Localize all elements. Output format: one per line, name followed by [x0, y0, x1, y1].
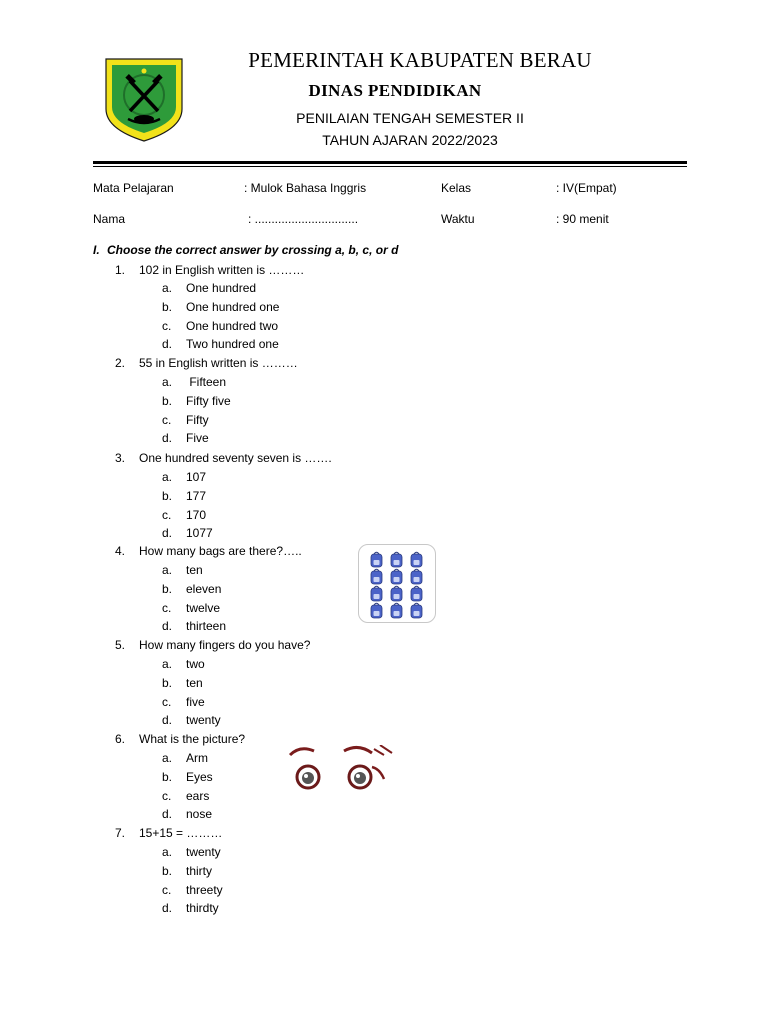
backpack-icon [411, 569, 422, 584]
option-text: thirty [186, 864, 213, 878]
backpack-icon [411, 586, 422, 601]
backpack-grid-icon [359, 545, 435, 622]
option-6-c[interactable] [162, 789, 209, 803]
option-7-b[interactable] [162, 864, 212, 878]
name-value: : ............................... [248, 212, 359, 226]
option-letter: b. [162, 489, 173, 503]
exam-title: PENILAIAN TENGAH SEMESTER II [296, 110, 524, 126]
option-text: threety [186, 883, 223, 897]
instruction-text: Choose the correct answer by crossing a, b, c, or d [107, 243, 399, 257]
question-text: 102 in English written is ……… [139, 263, 305, 277]
option-letter: d. [162, 431, 173, 445]
option-3-b[interactable] [162, 489, 206, 503]
option-letter: a. [162, 281, 173, 295]
option-text: twelve [186, 601, 221, 615]
option-letter: a. [162, 563, 173, 577]
option-text: Fifty [186, 413, 209, 427]
question-number: 3. [115, 451, 126, 465]
option-text: Arm [186, 751, 208, 765]
option-text: eleven [186, 582, 222, 596]
option-7-c[interactable] [162, 883, 223, 897]
name-label: Nama [93, 212, 126, 226]
option-3-d[interactable] [162, 526, 213, 540]
option-7-a[interactable] [162, 845, 221, 859]
option-2-a[interactable] [162, 375, 226, 389]
option-letter: c. [162, 508, 172, 522]
question-text: One hundred seventy seven is ……. [139, 451, 332, 465]
question-3 [115, 451, 332, 465]
option-text: ten [186, 676, 203, 690]
option-letter: a. [162, 657, 173, 671]
option-text: 1077 [186, 526, 213, 540]
option-6-a[interactable] [162, 751, 208, 765]
backpack-icon [371, 552, 382, 567]
option-text: Fifteen [186, 375, 227, 389]
option-letter: c. [162, 601, 172, 615]
option-5-a[interactable] [162, 657, 205, 671]
district-logo-icon [104, 57, 184, 143]
question-5 [115, 638, 310, 652]
question-text: What is the picture? [139, 732, 246, 746]
option-letter: d. [162, 337, 173, 351]
option-letter: d. [162, 901, 173, 915]
option-6-b[interactable] [162, 770, 213, 784]
option-2-c[interactable] [162, 413, 209, 427]
department-title: DINAS PENDIDIKAN [308, 81, 482, 100]
backpack-icon [411, 603, 422, 618]
question-number: 4. [115, 544, 126, 558]
option-4-d[interactable] [162, 619, 226, 633]
option-letter: a. [162, 470, 173, 484]
option-text: One hundred two [186, 319, 279, 333]
option-letter: c. [162, 413, 172, 427]
option-letter: b. [162, 394, 173, 408]
question-number: 6. [115, 732, 126, 746]
class-value: : IV(Empat) [556, 181, 617, 195]
option-6-d[interactable] [162, 807, 212, 821]
option-text: Five [186, 431, 209, 445]
question-number: 5. [115, 638, 126, 652]
option-letter: b. [162, 582, 173, 596]
backpack-icon [371, 603, 382, 618]
option-letter: a. [162, 845, 173, 859]
option-text: thirteen [186, 619, 227, 633]
option-letter: b. [162, 676, 173, 690]
option-1-c[interactable] [162, 319, 278, 333]
option-4-c[interactable] [162, 601, 220, 615]
option-text: twenty [186, 713, 221, 727]
subject-label: Mata Pelajaran [93, 181, 174, 195]
option-letter: c. [162, 789, 172, 803]
time-value: : 90 menit [556, 212, 609, 226]
backpack-icon [391, 552, 402, 567]
option-text: One hundred one [186, 300, 280, 314]
option-text: two [186, 657, 205, 671]
question-4 [115, 544, 302, 558]
option-letter: a. [162, 751, 173, 765]
question-7 [115, 826, 222, 840]
option-letter: a. [162, 375, 173, 389]
question-text: How many fingers do you have? [139, 638, 311, 652]
backpack-icon [391, 569, 402, 584]
option-text: thirdty [186, 901, 219, 915]
question-text: 15+15 = ……… [139, 826, 223, 840]
option-text: ears [186, 789, 210, 803]
question-6 [115, 732, 245, 746]
option-1-b[interactable] [162, 300, 279, 314]
header-divider-thin [93, 166, 687, 167]
option-2-b[interactable] [162, 394, 231, 408]
option-7-d[interactable] [162, 901, 219, 915]
option-text: Fifty five [186, 394, 231, 408]
backpack-icon [391, 603, 402, 618]
header-divider-thick [93, 161, 687, 164]
option-5-b[interactable] [162, 676, 203, 690]
section-instruction [93, 243, 398, 257]
option-letter: d. [162, 713, 173, 727]
option-3-c[interactable] [162, 508, 206, 522]
class-label: Kelas [441, 181, 472, 195]
option-letter: d. [162, 526, 173, 540]
subject-value: : Mulok Bahasa Inggris [244, 181, 367, 195]
backpack-icon [371, 586, 382, 601]
bags-picture [358, 544, 436, 623]
backpack-icon [411, 552, 422, 567]
option-4-b[interactable] [162, 582, 221, 596]
option-text: 107 [186, 470, 207, 484]
option-text: One hundred [186, 281, 257, 295]
question-number: 2. [115, 356, 126, 370]
option-letter: d. [162, 619, 173, 633]
option-letter: c. [162, 319, 172, 333]
question-text: 55 in English written is ……… [139, 356, 298, 370]
option-5-c[interactable] [162, 695, 205, 709]
question-number: 7. [115, 826, 126, 840]
option-text: Two hundred one [186, 337, 279, 351]
question-number: 1. [115, 263, 126, 277]
option-letter: b. [162, 770, 173, 784]
backpack-icon [371, 569, 382, 584]
option-letter: b. [162, 300, 173, 314]
option-3-a[interactable] [162, 470, 206, 484]
option-letter: b. [162, 864, 173, 878]
question-1 [115, 263, 304, 277]
government-title: PEMERINTAH KABUPATEN BERAU [248, 48, 592, 72]
question-text: How many bags are there?….. [139, 544, 302, 558]
option-text: five [186, 695, 205, 709]
option-text: 170 [186, 508, 207, 522]
backpack-icon [391, 586, 402, 601]
option-text: ten [186, 563, 203, 577]
option-4-a[interactable] [162, 563, 203, 577]
option-letter: c. [162, 883, 172, 897]
option-text: nose [186, 807, 213, 821]
option-text: twenty [186, 845, 221, 859]
option-1-a[interactable] [162, 281, 256, 295]
cartoon-eyes-icon [288, 745, 396, 803]
option-text: Eyes [186, 770, 213, 784]
option-5-d[interactable] [162, 713, 221, 727]
academic-year: TAHUN AJARAN 2022/2023 [322, 132, 498, 148]
time-label: Waktu [441, 212, 475, 226]
section-number: I. [93, 243, 100, 257]
option-2-d[interactable] [162, 431, 209, 445]
option-letter: c. [162, 695, 172, 709]
question-2 [115, 356, 298, 370]
option-text: 177 [186, 489, 207, 503]
option-letter: d. [162, 807, 173, 821]
option-1-d[interactable] [162, 337, 279, 351]
